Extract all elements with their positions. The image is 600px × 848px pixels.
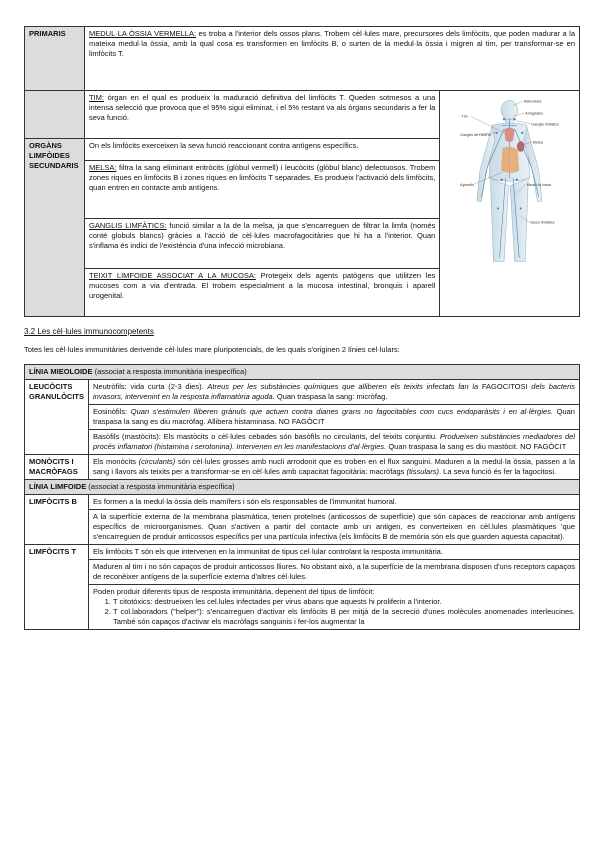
teixit-limfoide-cell [84, 269, 439, 317]
teixit-limfoide-term: TEIXIT LIMFOIDE ASSOCIAT A LA MUCOSA: [88, 271, 256, 280]
limfocits-b-row-1: Es formen a la medul·la òssia dels mamífers i són els responsables de l'immunitat humoral. [89, 495, 580, 510]
tim-term: TIM: [88, 93, 104, 102]
label-ganglis-limfatics: Ganglis limfàtics [531, 122, 560, 127]
medulla-ossia-term: MEDUL·LA ÒSSIA VERMELLA: [88, 29, 197, 38]
label-apendix: Apèndix [460, 182, 475, 187]
label-amigdales: Amígdales [525, 111, 544, 116]
basofils-tail: Quan traspasa la sang es diu mastòcit. NO FAGÒCIT [386, 442, 567, 451]
monocits-circulants: (circulants) [138, 457, 176, 466]
melsa-text: filtra la sang eliminant eritròcits (glòbul vermell) i leucòcits (glòbul blanc) defectuosos. Trobem zones riques en limfòcits B i zones riques en limfòcits T separades. Es produeix l'activació dels limfòcits, quan entren en contacte amb antígens. [88, 163, 436, 192]
list-item: 2. T col.laboradors ("helper"): s'encarreguen d'activar els limfòcits B per mitjà de la secreció d'unes molècules anomenades interleucines. També són capaços d'activar els macròfags sanguinis i fer-los augmentar la [113, 607, 575, 627]
limfocits-t-row-1: Els limfòcits T són els que intervenen en la immunitat de tipus cel·lular controlant la resposta immunitària. [89, 545, 580, 560]
ganglis-cell [84, 219, 439, 269]
label-medulla-ossia: Medul·la òssia [527, 182, 552, 187]
section-intro: Totes les cèl·lules immunitàries derivende cèl·lules mare pluripotencials, de les quals s'originen 2 línies cel·lulars: [24, 345, 400, 354]
neutrofils-tail: Quan traspasa la sang: micròfag. [274, 392, 388, 401]
monocits-body: són cèl·lules grosses amb nucli arrodonit que es troben en el flux sanguini. Maduren a la medul·la òssia, passen a la sang i llavors als teixits per a transformar-se en cèl·lules amb capacitat fagocitària: macròfags [93, 457, 575, 476]
limfoide-title: LÍNIA LIMFOIDE [29, 482, 87, 491]
ganglis-term: GANGLIS LIMFÀTICS: [88, 221, 167, 230]
mieloide-title: LÍNIA MIEOLOIDE [29, 367, 93, 376]
basofils-lead: Basòfils (mastòcits): Els mastòcits o cèl·lules cebades són basòfils no circulants, del teixits conjuntiu. [93, 432, 440, 441]
ganglis-text: funció similar a la de la melsa, ja que s'encarreguen de filtrar la limfa (només conté globuls blancs) gràcies a l'acció de cèl·lules macrofagocitàries que hi ha a l'interior. Quan s'inflama és indici de l'existència d'una infecció microbiana. [88, 221, 436, 250]
label-melsa: Melsa [533, 140, 544, 145]
monocits-label: MONÒCITS I MACRÒFAGS [25, 455, 89, 480]
neutrofils-lead: Neutròfils: vida curta (2-3 dies). [93, 382, 208, 391]
basofils-italic: Produeixen substàncies mediadores del procés inflamatori (histamina i serotonina). Intervenen en les manifestacions d'al·lèrgies. [93, 432, 575, 451]
teixit-limfoide-text: Protegeix dels agents patògens que utilitzen les mucoses com a via d'entrada. El trobem especialment a la mucosa intestinal, bronquis i aparell urogenital. [88, 271, 436, 300]
limfocits-b-row-2: A la superfície externa de la membrana plasmàtica, tenen proteïnes (anticossos de superfície) que són capaces de reaccionar amb antígens específics de microorganismes. Quan s'activen a partir del contacte amb un antigen, es converteixen en cèl.lules plasmàtiques 'que s'encarreguen de produir anticossos específics per una partícula infectiva (els limfòcits B de memòria són els que guarden aquesta capacitat). [89, 510, 580, 545]
limfocits-t-types-list [93, 597, 575, 627]
mieloide-subtitle: (associat a resposta immunitària inespecífica) [92, 367, 247, 376]
tim-cell [84, 91, 439, 139]
eosinofils-lead: Eosinòfils: [93, 407, 131, 416]
eosinofils-tail: Quan traspasa la sang es diu macròfag. Allibera histaminasa. NO FAGÒCIT [93, 407, 575, 426]
limfoide-header [25, 480, 580, 495]
limfocits-b-label: LIMFÒCITS B [25, 495, 89, 545]
section-title: 3.2 Les cèl·lules immunocompetents [24, 327, 154, 336]
lymphatic-figure-cell [440, 91, 580, 317]
immune-cells-table [24, 364, 580, 630]
limfocits-t-label: LIMFÒCITS T [25, 545, 89, 630]
label-ganglis-axilla: Ganglis de l'axil·la [460, 132, 491, 137]
list-item: 1. T citotòxics: destrueixen les cel.lules infectades per virus abans que aquests hi proliferin a l'interior. [113, 597, 575, 607]
neutrofils-fagocitosi: FAGOCITOSI [481, 382, 528, 391]
monocits-tail: . La seva funció és fer la fagocitosi. [438, 467, 557, 476]
neutrofils-italic: Atreus per les substàncies químiques que alliberen els teixits infectats fan la [207, 382, 482, 391]
mieloide-header [25, 365, 580, 380]
leucocits-label: LEUCÒCITS GRANULÒCITS [25, 380, 89, 455]
medulla-ossia-cell [84, 27, 579, 91]
neutrofils-cell [89, 380, 580, 405]
secundaris-label: ORGÀNS LIMFÒIDES SECUNDARIS [25, 139, 85, 317]
medulla-ossia-text: es troba a l'interior dels ossos plans. Trobem cèl·lules mare, precursores dels limfòcits, que poden madurar a la mateixa medul·la òssia, amb la qual cosa es transformen en limfòcits B, o surten de la medul·la òssia i migren al tim, per transformar-se en limfòcits T. [88, 29, 575, 58]
basofils-cell [89, 430, 580, 455]
lymphoid-organs-table [24, 26, 580, 317]
monocits-tissulars: (tissulars) [406, 467, 439, 476]
secundaris-intro: On els limfòcits exerceixen la seva funció reaccionant contra antígens específics. [84, 139, 439, 161]
limfoide-subtitle: (associat a resposta immunitària específica) [86, 482, 235, 491]
monocits-cell [89, 455, 580, 480]
melsa-term: MELSA: [88, 163, 117, 172]
melsa-cell [84, 161, 439, 219]
label-adenoides: Adenoides [524, 99, 542, 104]
tim-text: òrgan en el qual es produeix la maduració definitiva del limfòcits T. Queden sotmesos a una intensa selecció que provoca que el 95% sigui eliminat, i el 5% restant va als òrgans secundaris a fer la seva funció. [88, 93, 436, 122]
eosinofils-cell [89, 405, 580, 430]
primaris-label-continued [25, 91, 85, 139]
monocits-lead: Els monòcits [93, 457, 139, 466]
limfocits-t-row-3 [89, 585, 580, 630]
lymphatic-system-figure [444, 95, 575, 269]
neutrofils-italic-2: dels bacteris invasors, intervenint en la resposta inflamatòria aguda. [93, 382, 576, 401]
limfocits-t-row-2: Maduren al tim i no són capaços de produir anticossos lliures. No obstant això, a la superfície de la membrana disposen d'uns receptors capaços de reconèixer antígens de la superfície externa d'altres cèl·lules. [89, 560, 580, 585]
label-vasos-limfatics: Vasos limfàtics [530, 220, 555, 225]
eosinofils-italic: Quan s'estimulen lliberen grànuls que actuen contra dianes grans no fagocitables com cucs endoparàsits i en al·lèrgies. [130, 407, 554, 416]
primaris-label: PRIMARIS [25, 27, 85, 91]
label-tim: Tim [461, 114, 469, 119]
limfocits-t-list-intro: Poden produir diferents tipus de resposta immunitària, depenent del tipus de limfòcit: [93, 587, 375, 596]
